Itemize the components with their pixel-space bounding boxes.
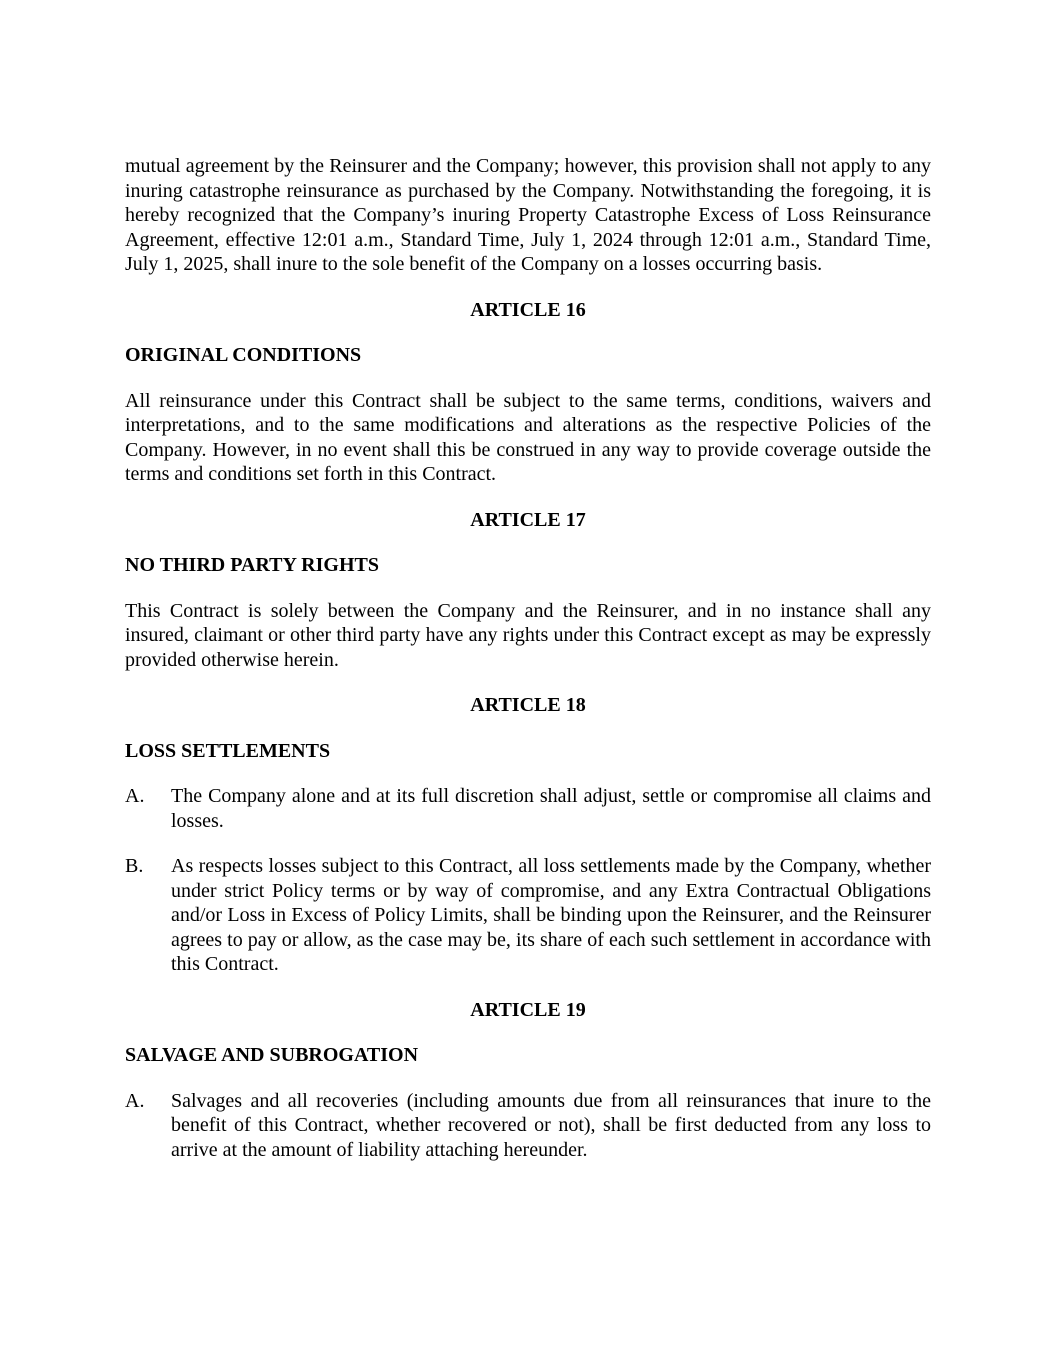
list-item-label: A. — [125, 785, 145, 807]
list-item-text: Salvages and all recoveries (including amounts due from all reinsurances that inure to the benefit of this Contract, whether recovered or not), shall be first deducted from any loss to arrive at the amount of liability attaching hereunder. — [171, 1089, 931, 1161]
section-title-original-conditions: ORIGINAL CONDITIONS — [125, 344, 362, 366]
article-18-heading: ARTICLE 18 — [470, 694, 586, 716]
original-conditions-paragraph: All reinsurance under this Contract shall be subject to the same terms, conditions, waivers and interpretations, and to the same modifications and alterations as the respective Policies of the Company. However, in no event shall this be construed in any way to provide coverage outside the terms and conditions set forth in this Contract. — [125, 389, 931, 485]
list-item-text: The Company alone and at its full discretion shall adjust, settle or compromise all claims and losses. — [171, 785, 931, 832]
list-item-label: B. — [125, 855, 144, 877]
contract-body — [125, 154, 931, 1183]
section-title-no-third-party-rights: NO THIRD PARTY RIGHTS — [125, 554, 379, 576]
article-16-heading: ARTICLE 16 — [470, 298, 586, 321]
section-title-salvage-and-subrogation: SALVAGE AND SUBROGATION — [125, 1044, 419, 1066]
list-item-text: As respects losses subject to this Contract, all loss settlements made by the Company, whether under strict Policy terms or by way of compromise, and any Extra Contractual Obligations and/or Loss in Excess of Policy Limits, shall be binding upon the Reinsurer, and the Reinsurer agrees to pay or allow, as the case may be, its share of each such settlement in accordance with this Contract. — [171, 855, 931, 975]
article-19-heading: ARTICLE 19 — [470, 998, 586, 1021]
list-item — [125, 1089, 931, 1163]
intro-paragraph: mutual agreement by the Reinsurer and the Company; however, this provision shall not apply to any inuring catastrophe reinsurance as purchased by the Company. Notwithstanding the foregoing, it is hereby recognized that the Company’s inuring Property Catastrophe Excess of Loss Reinsurance Agreement, effective 12:01 a.m., Standard Time, July 1, 2024 through 12:01 a.m., Standard Time, July 1, 2025, shall inure to the sole benefit of the Company on a losses occurring basis. — [125, 155, 931, 275]
list-item-label: A. — [125, 1089, 145, 1112]
list-item — [125, 784, 931, 833]
section-title-loss-settlements: LOSS SETTLEMENTS — [125, 739, 331, 762]
article-17-heading: ARTICLE 17 — [470, 508, 586, 531]
list-item — [125, 854, 931, 977]
no-third-party-rights-paragraph: This Contract is solely between the Company and the Reinsurer, and in no instance shall any insured, claimant or other third party have any rights under this Contract except as may be expressly provided otherwise herein. — [125, 599, 931, 671]
